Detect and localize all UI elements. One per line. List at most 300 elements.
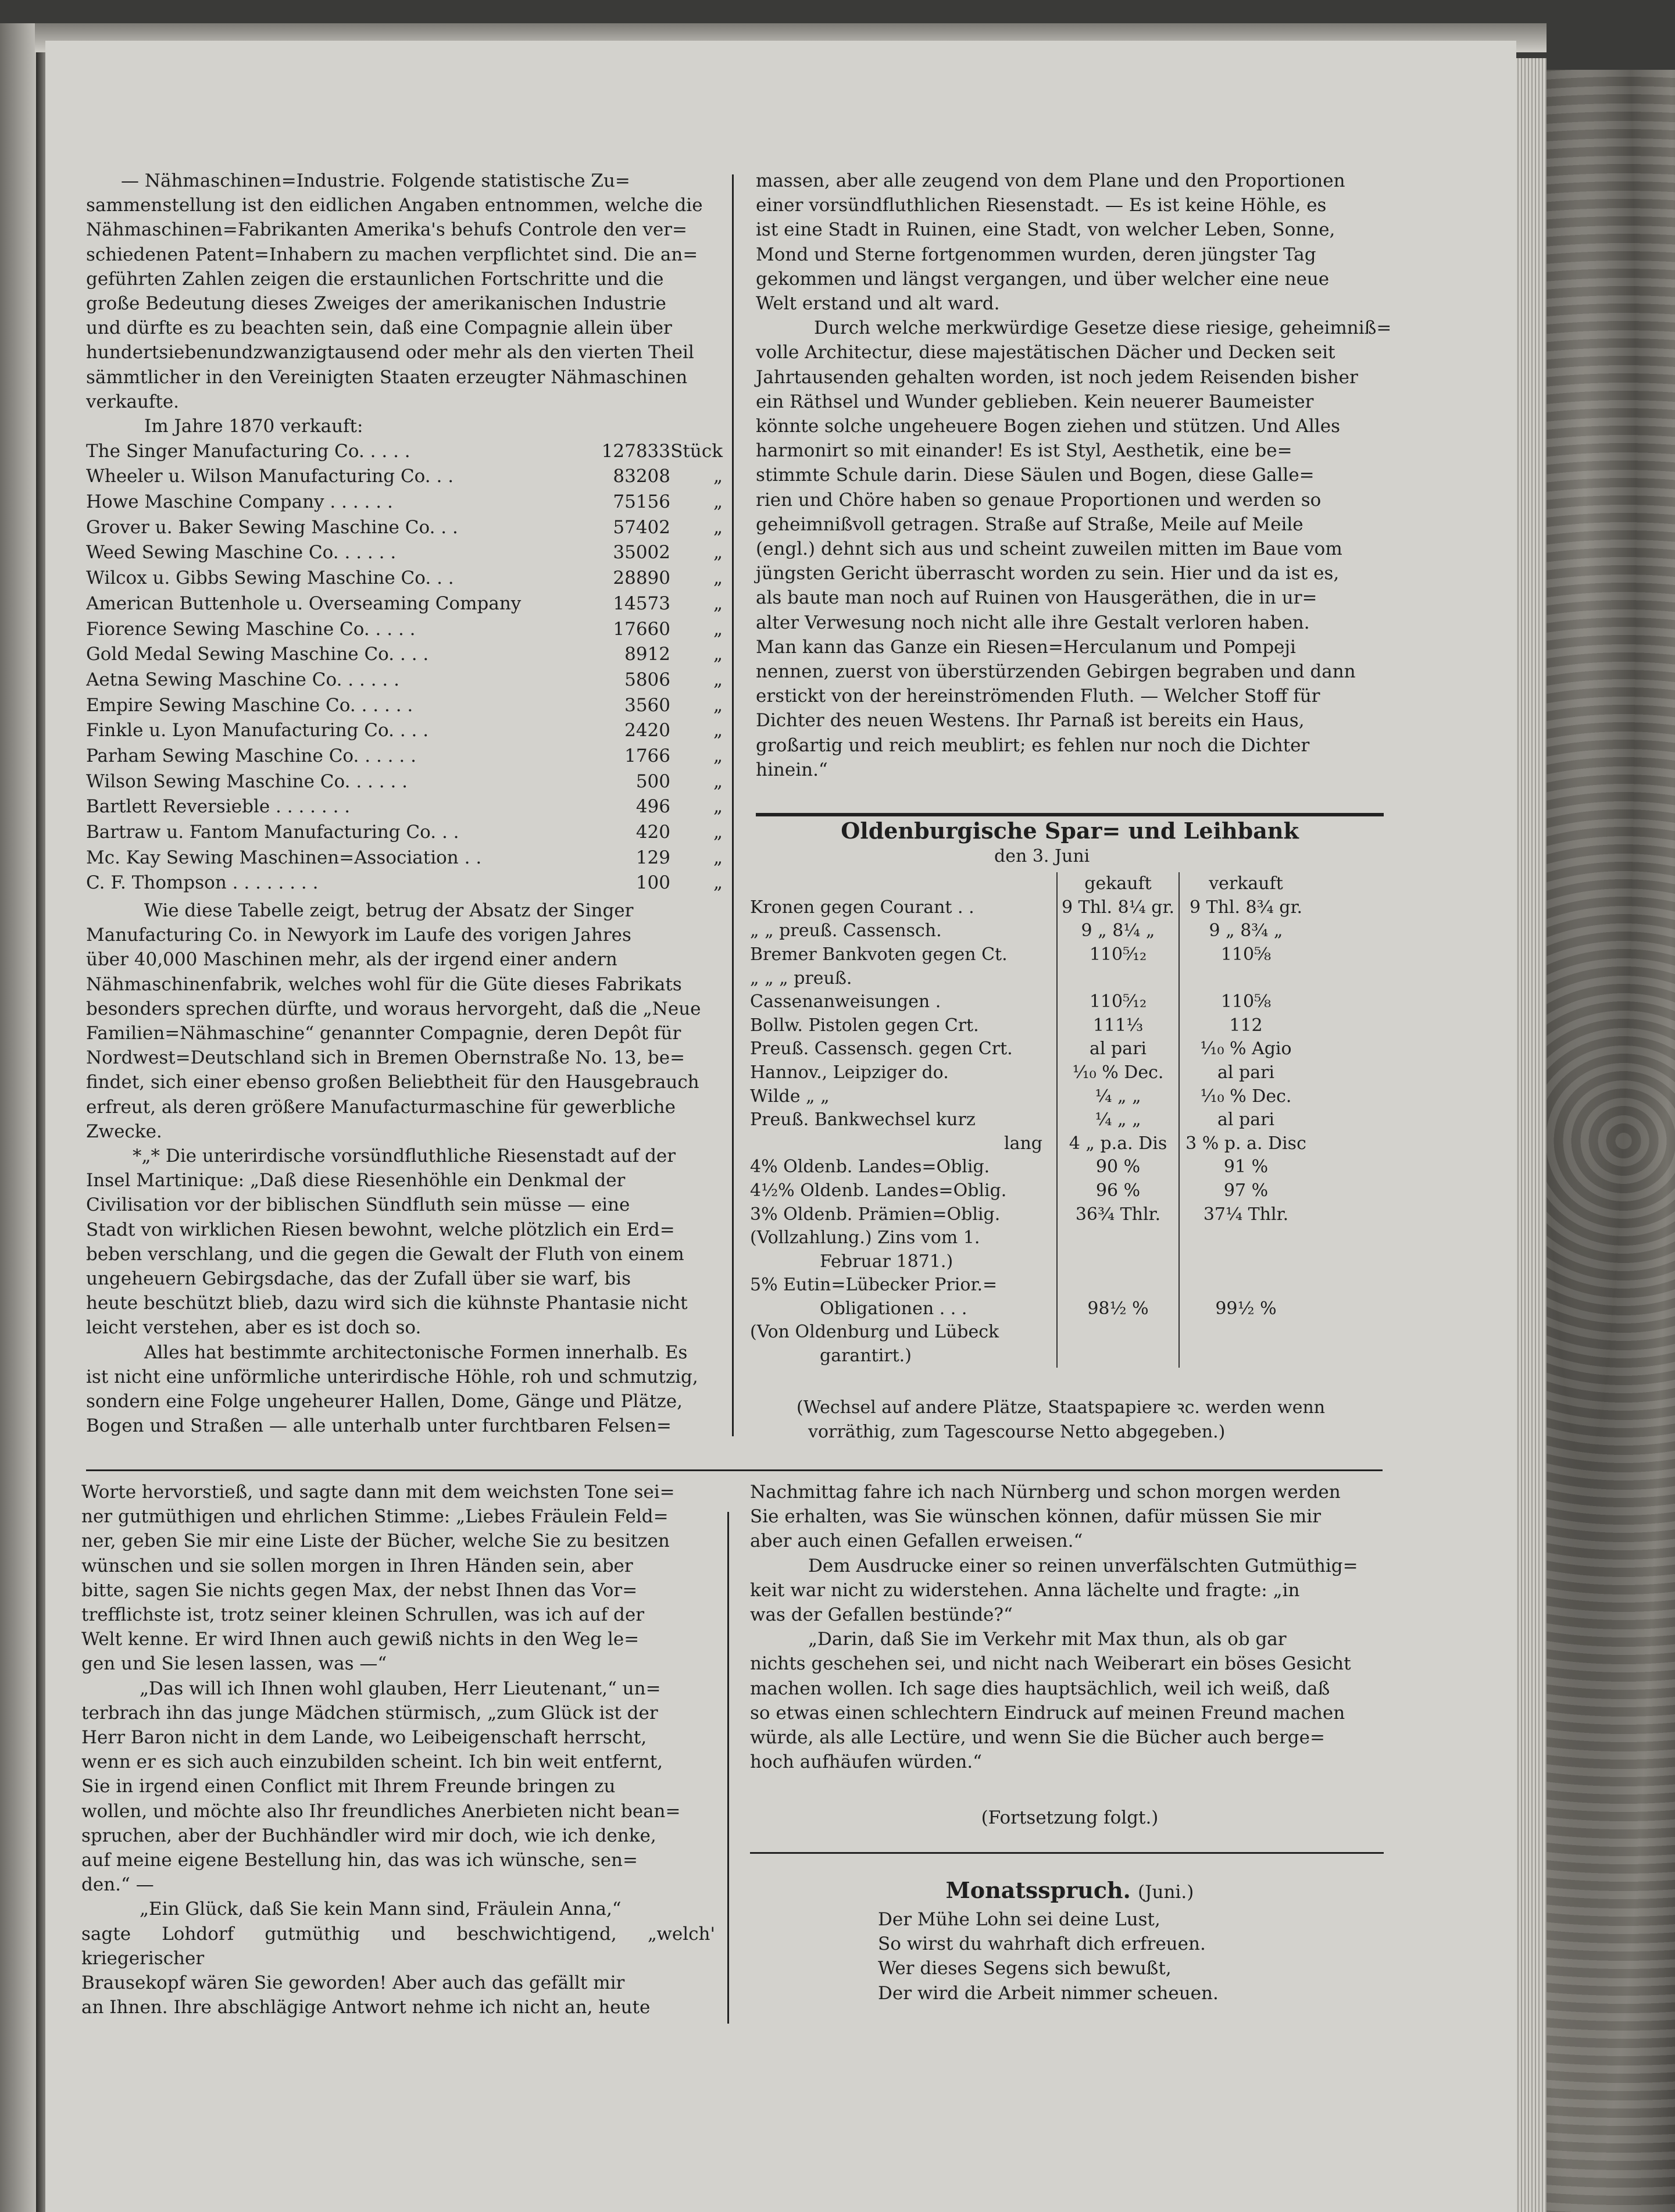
quantity: 83208 xyxy=(613,466,670,487)
column-divider xyxy=(1056,966,1058,990)
text-line: erfreut, als deren größere Manufacturmaschine für gewerbliche xyxy=(86,1096,676,1118)
text-line: was der Gefallen bestünde?“ xyxy=(750,1604,1013,1626)
bank-sell-value: 9 „ 8¾ „ xyxy=(1209,921,1283,941)
company-name: Bartlett Reversieble . . . . . . . xyxy=(86,796,351,818)
verse-line: Wer dieses Segens sich bewußt, xyxy=(878,1958,1172,1979)
bank-buy-value: 110⁵⁄₁₂ xyxy=(1089,991,1147,1012)
text-line: gen und Sie lesen lassen, was —“ xyxy=(81,1653,387,1675)
bank-row-label: „ „ preuß. Cassensch. xyxy=(750,921,942,941)
bank-sell-value: 37¼ Thlr. xyxy=(1203,1204,1289,1225)
text-line: „Ein Glück, daß Sie kein Mann sind, Fräulein Anna,“ xyxy=(140,1899,622,1920)
text-line: Welt kenne. Er wird Ihnen auch gewiß nichts in den Weg le= xyxy=(81,1629,640,1650)
column-divider xyxy=(1056,1226,1058,1250)
bank-row-label: Kronen gegen Courant . . xyxy=(750,897,974,918)
bank-sell-value: 99½ % xyxy=(1215,1298,1277,1319)
column-divider xyxy=(1178,896,1180,920)
text-line: großartig und reich meublirt; es fehlen nur noch die Dichter xyxy=(756,734,1310,756)
sales-row xyxy=(86,845,723,870)
bank-row xyxy=(750,1273,1401,1297)
column-divider xyxy=(1178,1155,1180,1179)
company-name: Wheeler u. Wilson Manufacturing Co. . . xyxy=(86,466,454,487)
text-line: Sie erhalten, was Sie wünschen können, dafür müssen Sie mir xyxy=(750,1506,1322,1528)
bank-sell-value: 3 % p. a. Disc xyxy=(1185,1133,1306,1154)
column-divider xyxy=(1056,1250,1058,1274)
column-divider xyxy=(1056,1203,1058,1226)
text-line: den.“ — xyxy=(81,1874,154,1896)
text-line: ner, geben Sie mir eine Liste der Bücher, welche Sie zu besitzen xyxy=(81,1530,670,1552)
text-line: Dichter des neuen Westens. Ihr Parnaß ist bereits ein Haus, xyxy=(756,710,1305,732)
verse-line: Der wird die Arbeit nimmer scheuen. xyxy=(878,1982,1219,2004)
bank-buy-value: 98½ % xyxy=(1087,1298,1149,1319)
bank-row-label: lang xyxy=(1003,1133,1042,1154)
unit: „ xyxy=(713,847,723,868)
text-line: würde, als alle Lectüre, und wenn Sie die Bücher auch berge= xyxy=(750,1727,1325,1749)
page-stack-edges xyxy=(1512,58,1547,2212)
text-line: Brausekopf wären Sie geworden! Aber auch das gefällt mir xyxy=(81,1972,625,1994)
section-rule xyxy=(86,1469,1383,1471)
text-line: gekommen und längst vergangen, und über welcher eine neue xyxy=(756,268,1330,290)
sales-row xyxy=(86,515,723,540)
bank-sell-value: al pari xyxy=(1217,1062,1275,1083)
text-line: wollen, und möchte also Ihr freundliches Anerbieten nicht bean= xyxy=(81,1800,681,1822)
text-line: Civilisation vor der biblischen Sündfluth sein müsse — eine xyxy=(86,1194,630,1216)
intro-line: verkaufte. xyxy=(86,391,180,412)
quantity: 75156 xyxy=(613,491,670,513)
monatsspruch-title: Monatsspruch. xyxy=(945,1877,1131,1903)
column-divider xyxy=(1056,872,1058,896)
sales-row xyxy=(86,464,723,490)
column-divider xyxy=(1056,1155,1058,1179)
bank-buy-value: 90 % xyxy=(1095,1157,1141,1178)
quantity: 129 xyxy=(635,847,670,868)
bank-row xyxy=(750,943,1401,967)
bank-buy-value: ¼ „ „ xyxy=(1095,1086,1141,1107)
text-line: könnte solche ungeheuere Bogen ziehen und stützen. Und Alles xyxy=(756,416,1341,437)
bank-row xyxy=(750,1179,1401,1203)
quantity: 8912 xyxy=(624,644,670,665)
monatsspruch-rule xyxy=(750,1852,1384,1854)
column-divider xyxy=(1056,896,1058,920)
unit: „ xyxy=(713,694,723,716)
sales-row xyxy=(86,819,723,845)
text-line: massen, aber alle zeugend von dem Plane und den Proportionen xyxy=(756,170,1345,191)
column-divider xyxy=(1178,1344,1180,1368)
intro-line: geführten Zahlen zeigen die erstaunlichen Fortschritte und die xyxy=(86,268,664,290)
column-divider xyxy=(1056,943,1058,967)
bank-row-label: Preuß. Bankwechsel kurz xyxy=(750,1109,976,1130)
quantity: 35002 xyxy=(613,542,670,563)
company-name: Parham Sewing Maschine Co. . . . . . xyxy=(86,745,416,766)
bank-buy-value: al pari xyxy=(1089,1039,1147,1059)
intro-line: sämmtlicher in den Vereinigten Staaten erzeugter Nähmaschinen xyxy=(86,366,688,388)
bank-row-label: Februar 1871.) xyxy=(820,1251,953,1272)
column-divider xyxy=(1178,1297,1180,1321)
unit: „ xyxy=(713,644,723,665)
bank-sell-value: 110⁵⁄₈ xyxy=(1220,944,1272,965)
text-line: sondern eine Folge ungeheurer Hallen, Dome, Gänge und Plätze, xyxy=(86,1391,683,1412)
bank-row xyxy=(750,990,1401,1014)
unit: „ xyxy=(713,745,723,766)
bank-row-label: Wilde „ „ xyxy=(750,1086,830,1107)
sales-row xyxy=(86,489,723,515)
column-divider xyxy=(1056,1179,1058,1203)
bank-row-label: garantirt.) xyxy=(820,1346,912,1367)
column-divider xyxy=(1178,990,1180,1014)
text-line: Man kann das Ganze ein Riesen=Herculanum und Pompeji xyxy=(756,636,1296,658)
company-name: Wilcox u. Gibbs Sewing Maschine Co. . . xyxy=(86,568,454,589)
text-line: Herr Baron nicht in dem Lande, wo Leibeigenschaft herrscht, xyxy=(81,1727,647,1749)
text-line: ein Räthsel und Wunder geblieben. Kein neuerer Baumeister xyxy=(756,391,1314,412)
sales-row xyxy=(86,667,723,693)
column-divider xyxy=(1178,966,1180,990)
text-line: Jahrtausenden gehalten worden, ist noch jedem Reisenden bisher xyxy=(756,366,1358,388)
unit: „ xyxy=(713,770,723,792)
text-line: wenn er es sich auch einzubilden scheint. Ich bin weit entfernt, xyxy=(81,1751,663,1773)
company-name: Gold Medal Sewing Maschine Co. . . . xyxy=(86,644,429,665)
note-line: (Wechsel auf andere Plätze, Staatspapiere ꝛc. werden wenn xyxy=(797,1397,1326,1418)
column-divider-top xyxy=(732,174,734,1436)
col-sell-header: verkauft xyxy=(1209,873,1283,894)
bank-row xyxy=(750,1250,1401,1274)
bank-buy-value: 4 „ p.a. Dis xyxy=(1069,1133,1167,1154)
company-name: C. F. Thompson . . . . . . . . xyxy=(86,872,319,894)
unit: „ xyxy=(713,542,723,563)
text-line: Durch welche merkwürdige Gesetze diese riesige, geheimniß= xyxy=(814,317,1392,339)
text-line: hinein.“ xyxy=(756,759,828,780)
column-divider xyxy=(1178,872,1180,896)
bank-row xyxy=(750,1321,1401,1344)
column-divider xyxy=(1178,919,1180,943)
bank-row-label: 4% Oldenb. Landes=Oblig. xyxy=(750,1157,990,1178)
bank-note xyxy=(767,1396,1390,1444)
intro-line: sammenstellung ist den eidlichen Angaben entnommen, welche die xyxy=(86,195,703,216)
text-line: über 40,000 Maschinen mehr, als der irgend einer andern xyxy=(86,949,617,971)
bank-sell-value: al pari xyxy=(1217,1109,1275,1130)
text-line: einer vorsündfluthlichen Riesenstadt. — Es ist keine Höhle, es xyxy=(756,195,1327,216)
bank-row-label: Hannov., Leipziger do. xyxy=(750,1062,949,1083)
intro-line: hundertsiebenundzwanzigtausend oder mehr als den vierten Theil xyxy=(86,342,694,363)
column-divider xyxy=(1178,1179,1180,1203)
bank-row-label: „ „ „ preuß. xyxy=(750,968,852,989)
quantity: 127833 xyxy=(601,440,670,462)
bank-row-label: Bremer Bankvoten gegen Ct. xyxy=(750,944,1008,965)
bank-header-row xyxy=(750,872,1401,896)
column-divider xyxy=(1178,1321,1180,1344)
company-name: Fiorence Sewing Maschine Co. . . . . xyxy=(86,618,416,640)
company-name: The Singer Manufacturing Co. . . . . xyxy=(86,440,410,462)
bank-buy-value: ¼ „ „ xyxy=(1095,1109,1141,1130)
monatsspruch-heading xyxy=(750,1878,1390,1904)
text-line: Mond und Sterne fortgenommen wurden, deren jüngster Tag xyxy=(756,244,1316,265)
text-line: Nordwest=Deutschland sich in Bremen Obernstraße No. 13, be= xyxy=(86,1047,685,1069)
text-line: Nachmittag fahre ich nach Nürnberg und schon morgen werden xyxy=(750,1482,1341,1503)
sales-row xyxy=(86,743,723,769)
bank-row xyxy=(750,1108,1401,1132)
novel-right xyxy=(750,1480,1390,1774)
text-line: Sie in irgend einen Conflict mit Ihrem Freunde bringen zu xyxy=(81,1776,616,1797)
column-divider xyxy=(1178,1108,1180,1132)
bank-buy-value: 110⁵⁄₁₂ xyxy=(1089,944,1147,965)
text-line: alter Verwesung noch nicht alle ihre Gestalt verloren haben. xyxy=(756,612,1310,633)
bank-row-label: Cassenanweisungen . xyxy=(750,991,941,1012)
company-name: Wilson Sewing Maschine Co. . . . . . xyxy=(86,770,408,792)
bank-row xyxy=(750,1226,1401,1250)
sales-row xyxy=(86,693,723,718)
sales-list xyxy=(86,438,723,895)
text-line: findet, sich einer ebenso großen Beliebtheit für den Hausgebrauch xyxy=(86,1072,699,1093)
column-divider xyxy=(1178,1084,1180,1108)
facing-page-edge xyxy=(0,23,41,2212)
text-line: machen wollen. Ich sage dies hauptsächlich, weil ich weiß, daß xyxy=(750,1678,1330,1699)
bank-date: den 3. Juni xyxy=(994,846,1090,866)
column-divider xyxy=(1178,1037,1180,1061)
text-line: aber auch einen Gefallen erweisen.“ xyxy=(750,1530,1083,1552)
text-line: keit war nicht zu widerstehen. Anna lächelte und fragte: „in xyxy=(750,1579,1300,1601)
bank-row-label: 4½% Oldenb. Landes=Oblig. xyxy=(750,1180,1007,1201)
text-line: erstickt von der hereinströmenden Fluth. — Welcher Stoff für xyxy=(756,686,1320,707)
text-line: Insel Martinique: „Daß diese Riesenhöhle ein Denkmal der xyxy=(86,1170,626,1191)
bank-sell-value: ¹⁄₁₀ % Agio xyxy=(1200,1039,1292,1059)
text-line: als baute man noch auf Ruinen von Hausgeräthen, die in ur= xyxy=(756,587,1317,609)
quantity: 3560 xyxy=(624,694,670,716)
column-divider xyxy=(1178,1226,1180,1250)
verse-line: Der Mühe Lohn sei deine Lust, xyxy=(878,1909,1160,1930)
bank-row xyxy=(750,1037,1401,1061)
text-line: jüngsten Gericht überrascht worden zu sein. Hier und da ist es, xyxy=(756,563,1340,584)
bank-row xyxy=(750,1014,1401,1038)
quantity: 100 xyxy=(635,872,670,894)
text-line: geheimnißvoll getragen. Straße auf Straße, Meile auf Meile xyxy=(756,513,1303,535)
bank-row-label: (Vollzahlung.) Zins vom 1. xyxy=(750,1228,980,1248)
unit: „ xyxy=(713,568,723,589)
unit: „ xyxy=(713,491,723,513)
column-divider xyxy=(1056,919,1058,943)
bank-row xyxy=(750,1297,1401,1321)
bank-row xyxy=(750,1344,1401,1368)
column-divider xyxy=(1056,1297,1058,1321)
text-line: wünschen und sie sollen morgen in Ihren Händen sein, aber xyxy=(81,1555,633,1576)
bank-row-label: (Von Oldenburg und Lübeck xyxy=(750,1322,999,1343)
text-line: so etwas einen schlechtern Eindruck auf meinen Freund machen xyxy=(750,1702,1345,1724)
text-line: ungeheuern Gebirgsdache, das der Zufall über sie warf, bis xyxy=(86,1268,631,1290)
sales-row xyxy=(86,591,723,616)
bank-buy-value: 9 „ 8¼ „ xyxy=(1081,921,1155,941)
sales-row xyxy=(86,794,723,820)
text-line: stimmte Schule darin. Diese Säulen und Bogen, diese Galle= xyxy=(756,465,1315,486)
company-name: Grover u. Baker Sewing Maschine Co. . . xyxy=(86,516,458,538)
unit: „ xyxy=(713,593,723,614)
text-line: spruchen, aber der Buchhändler wird mir doch, wie ich denke, xyxy=(81,1825,656,1846)
note-line: vorräthig, zum Tagescourse Netto abgegeben.) xyxy=(808,1422,1226,1443)
unit: „ xyxy=(713,466,723,487)
quantity: 500 xyxy=(635,770,670,792)
text-line: „Darin, daß Sie im Verkehr mit Max thun, als ob gar xyxy=(808,1629,1287,1650)
sales-row xyxy=(86,642,723,668)
column-divider xyxy=(1056,1108,1058,1132)
column-divider xyxy=(1178,1273,1180,1297)
bank-row-label: Obligationen . . . xyxy=(820,1298,967,1319)
quantity: 57402 xyxy=(613,516,670,538)
column-divider xyxy=(1056,1084,1058,1108)
quantity: 2420 xyxy=(624,720,670,741)
bank-row xyxy=(750,1155,1401,1179)
column-divider xyxy=(1178,1203,1180,1226)
column-divider xyxy=(1178,1061,1180,1085)
column-divider xyxy=(1178,1014,1180,1038)
intro-line: — Nähmaschinen=Industrie. Folgende statistische Zu= xyxy=(121,170,630,191)
sales-row xyxy=(86,565,723,591)
column-divider xyxy=(1178,1132,1180,1156)
sales-row xyxy=(86,769,723,794)
intro-line: Nähmaschinen=Fabrikanten Amerika's behufs Controle den ver= xyxy=(86,219,688,241)
column-divider xyxy=(1178,943,1180,967)
company-name: Empire Sewing Maschine Co. . . . . . xyxy=(86,694,413,716)
bank-sell-value: 97 % xyxy=(1223,1180,1269,1201)
col-buy-header: gekauft xyxy=(1084,873,1152,894)
verse-line: So wirst du wahrhaft dich erfreuen. xyxy=(878,1933,1206,1955)
column-divider xyxy=(1056,990,1058,1014)
unit: „ xyxy=(713,516,723,538)
bank-row xyxy=(750,1132,1401,1156)
text-line: sagte Lohdorf gutmüthig und beschwichtigend, „welch' kriegerischer xyxy=(81,1923,715,1969)
unit: „ xyxy=(713,618,723,640)
bank-buy-value: 36¾ Thlr. xyxy=(1075,1204,1161,1225)
riesenstadt-continued xyxy=(756,169,1395,782)
bank-row xyxy=(750,1061,1401,1085)
bank-row xyxy=(750,966,1401,990)
text-line: bitte, sagen Sie nichts gegen Max, der nebst Ihnen das Vor= xyxy=(81,1579,638,1601)
unit: „ xyxy=(713,796,723,818)
novel-left xyxy=(81,1480,715,2020)
company-name: Aetna Sewing Maschine Co. . . . . . xyxy=(86,669,399,690)
text-line: Alles hat bestimmte architectonische Formen innerhalb. Es xyxy=(144,1342,688,1363)
continued-note: (Fortsetzung folgt.) xyxy=(981,1807,1159,1828)
text-line: Stadt von wirklichen Riesen bewohnt, welche plötzlich ein Erd= xyxy=(86,1219,675,1240)
text-line: ist eine Stadt in Ruinen, eine Stadt, von welcher Leben, Sonne, xyxy=(756,219,1335,241)
quantity: 17660 xyxy=(613,618,670,640)
quantity: 420 xyxy=(635,822,670,843)
unit: „ xyxy=(713,669,723,690)
sales-row xyxy=(86,870,723,896)
text-line: beben verschlang, und die gegen die Gewalt der Fluth von einem xyxy=(86,1243,684,1265)
column-divider xyxy=(1056,1014,1058,1038)
text-line: volle Architectur, diese majestätischen Dächer und Decken seit xyxy=(756,342,1335,363)
company-name: Finkle u. Lyon Manufacturing Co. . . . xyxy=(86,720,429,741)
text-line: *„* Die unterirdische vorsündfluthliche Riesenstadt auf der xyxy=(133,1146,676,1167)
bank-row-label: 5% Eutin=Lübecker Prior.= xyxy=(750,1275,998,1296)
unit: Stück xyxy=(670,440,723,462)
text-line: terbrach ihn das junge Mädchen stürmisch, „zum Glück ist der xyxy=(81,1702,658,1724)
text-line: rien und Chöre haben so genaue Proportionen und werden so xyxy=(756,489,1322,511)
text-line: (engl.) dehnt sich aus und scheint zuweilen mitten im Baue vom xyxy=(756,538,1342,560)
bank-row xyxy=(750,1203,1401,1226)
bank-title: Oldenburgische Spar= und Leihbank xyxy=(841,818,1299,844)
quantity: 5806 xyxy=(624,669,670,690)
text-line: Nähmaschinenfabrik, welches wohl für die Güte dieses Fabrikats xyxy=(86,973,682,995)
bank-sell-value: 112 xyxy=(1229,1015,1263,1036)
sales-row xyxy=(86,438,723,464)
bank-buy-value: 96 % xyxy=(1095,1180,1141,1201)
bank-buy-value: 111⅓ xyxy=(1092,1015,1144,1036)
column-divider xyxy=(1056,1344,1058,1368)
company-name: Bartraw u. Fantom Manufacturing Co. . . xyxy=(86,822,459,843)
unit: „ xyxy=(713,822,723,843)
bank-sell-value: 110⁵⁄₈ xyxy=(1220,991,1272,1012)
text-line: ist nicht eine unförmliche unterirdische Höhle, roh und schmutzig, xyxy=(86,1366,698,1387)
text-line: Welt erstand und alt ward. xyxy=(756,293,1000,315)
text-line: Bogen und Straßen — alle unterhalb unter furchtbaren Felsen= xyxy=(86,1415,672,1437)
column-divider xyxy=(1056,1273,1058,1297)
bank-row-label: Bollw. Pistolen gegen Crt. xyxy=(750,1015,979,1036)
text-line: auf meine eigene Bestellung hin, das was ich wünsche, sen= xyxy=(81,1850,638,1871)
monatsspruch-verse xyxy=(878,1907,1343,2006)
bank-row xyxy=(750,896,1401,920)
text-line: an Ihnen. Ihre abschlägige Antwort nehme ich nicht an, heute xyxy=(81,1997,651,2018)
column-divider xyxy=(1056,1132,1058,1156)
unit: „ xyxy=(713,872,723,894)
bank-row xyxy=(750,919,1401,943)
text-line: hoch aufhäufen würden.“ xyxy=(750,1751,982,1773)
text-line: Manufacturing Co. in Newyork im Laufe des vorigen Jahres xyxy=(86,925,631,946)
bank-row-label: 3% Oldenb. Prämien=Oblig. xyxy=(750,1204,1001,1225)
bank-rule xyxy=(756,813,1384,816)
marbled-cover xyxy=(1547,70,1675,2212)
text-line: Familien=Nähmaschine“ genannter Compagnie, deren Depôt für xyxy=(86,1023,681,1044)
singer-paragraph xyxy=(86,898,723,1438)
company-name: Weed Sewing Maschine Co. . . . . . xyxy=(86,542,397,563)
column-divider xyxy=(1056,1037,1058,1061)
bank-row xyxy=(750,1084,1401,1108)
text-line: „Das will ich Ihnen wohl glauben, Herr Lieutenant,“ un= xyxy=(140,1678,661,1699)
text-line: heute beschützt blieb, dazu wird sich die kühnste Phantasie nicht xyxy=(86,1293,688,1314)
monatsspruch-month: (Juni.) xyxy=(1137,1882,1194,1903)
text-line: nennen, zuerst von überstürzenden Gebirgen begraben und dann xyxy=(756,661,1356,683)
company-name: Mc. Kay Sewing Maschinen=Association . . xyxy=(86,847,482,868)
column-divider xyxy=(1056,1061,1058,1085)
bank-sell-value: 91 % xyxy=(1223,1157,1269,1178)
column-divider xyxy=(1056,1321,1058,1344)
column-divider-bottom xyxy=(727,1512,729,2024)
text-line: ner gutmüthigen und ehrlichen Stimme: „Liebes Fräulein Feld= xyxy=(81,1506,669,1528)
text-line: Dem Ausdrucke einer so reinen unverfälschten Gutmüthig= xyxy=(808,1555,1358,1576)
bank-sell-value: ¹⁄₁₀ % Dec. xyxy=(1200,1086,1292,1107)
text-line: Wie diese Tabelle zeigt, betrug der Absatz der Singer xyxy=(144,900,634,921)
company-name: Howe Maschine Company . . . . . . xyxy=(86,491,393,513)
quantity: 496 xyxy=(635,796,670,818)
sales-row xyxy=(86,616,723,642)
unit: „ xyxy=(713,720,723,741)
intro-line: große Bedeutung dieses Zweiges der amerikanischen Industrie xyxy=(86,293,666,315)
bank-sell-value: 9 Thl. 8¾ gr. xyxy=(1189,897,1303,918)
text-line: trefflichste ist, trotz seiner kleinen Schrullen, was ich auf der xyxy=(81,1604,645,1626)
intro-line: schiedenen Patent=Inhabern zu machen verpflichtet sind. Die an= xyxy=(86,244,698,265)
text-line: Zwecke. xyxy=(86,1121,162,1142)
text-line: besonders sprechen dürfte, und woraus hervorgeht, daß die „Neue xyxy=(86,998,701,1019)
text-line: leicht verstehen, aber es ist doch so. xyxy=(86,1317,422,1339)
text-line: nichts geschehen sei, und nicht nach Weiberart ein böses Gesicht xyxy=(750,1653,1351,1675)
bank-table xyxy=(750,872,1401,1368)
text-line: Worte hervorstieß, und sagte dann mit dem weichsten Tone sei= xyxy=(81,1482,675,1503)
bank-row-label: Preuß. Cassensch. gegen Crt. xyxy=(750,1039,1013,1059)
text-line: harmonirt so mit einander! Es ist Styl, Aesthetik, eine be= xyxy=(756,440,1292,462)
sales-row xyxy=(86,718,723,744)
quantity: 28890 xyxy=(613,568,670,589)
quantity: 1766 xyxy=(624,745,670,766)
company-name: American Buttenhole u. Overseaming Company xyxy=(86,593,522,614)
year-heading: Im Jahre 1870 verkauft: xyxy=(144,416,363,437)
sales-row xyxy=(86,540,723,566)
intro-line: und dürfte es zu beachten sein, daß eine Compagnie allein über xyxy=(86,317,672,339)
